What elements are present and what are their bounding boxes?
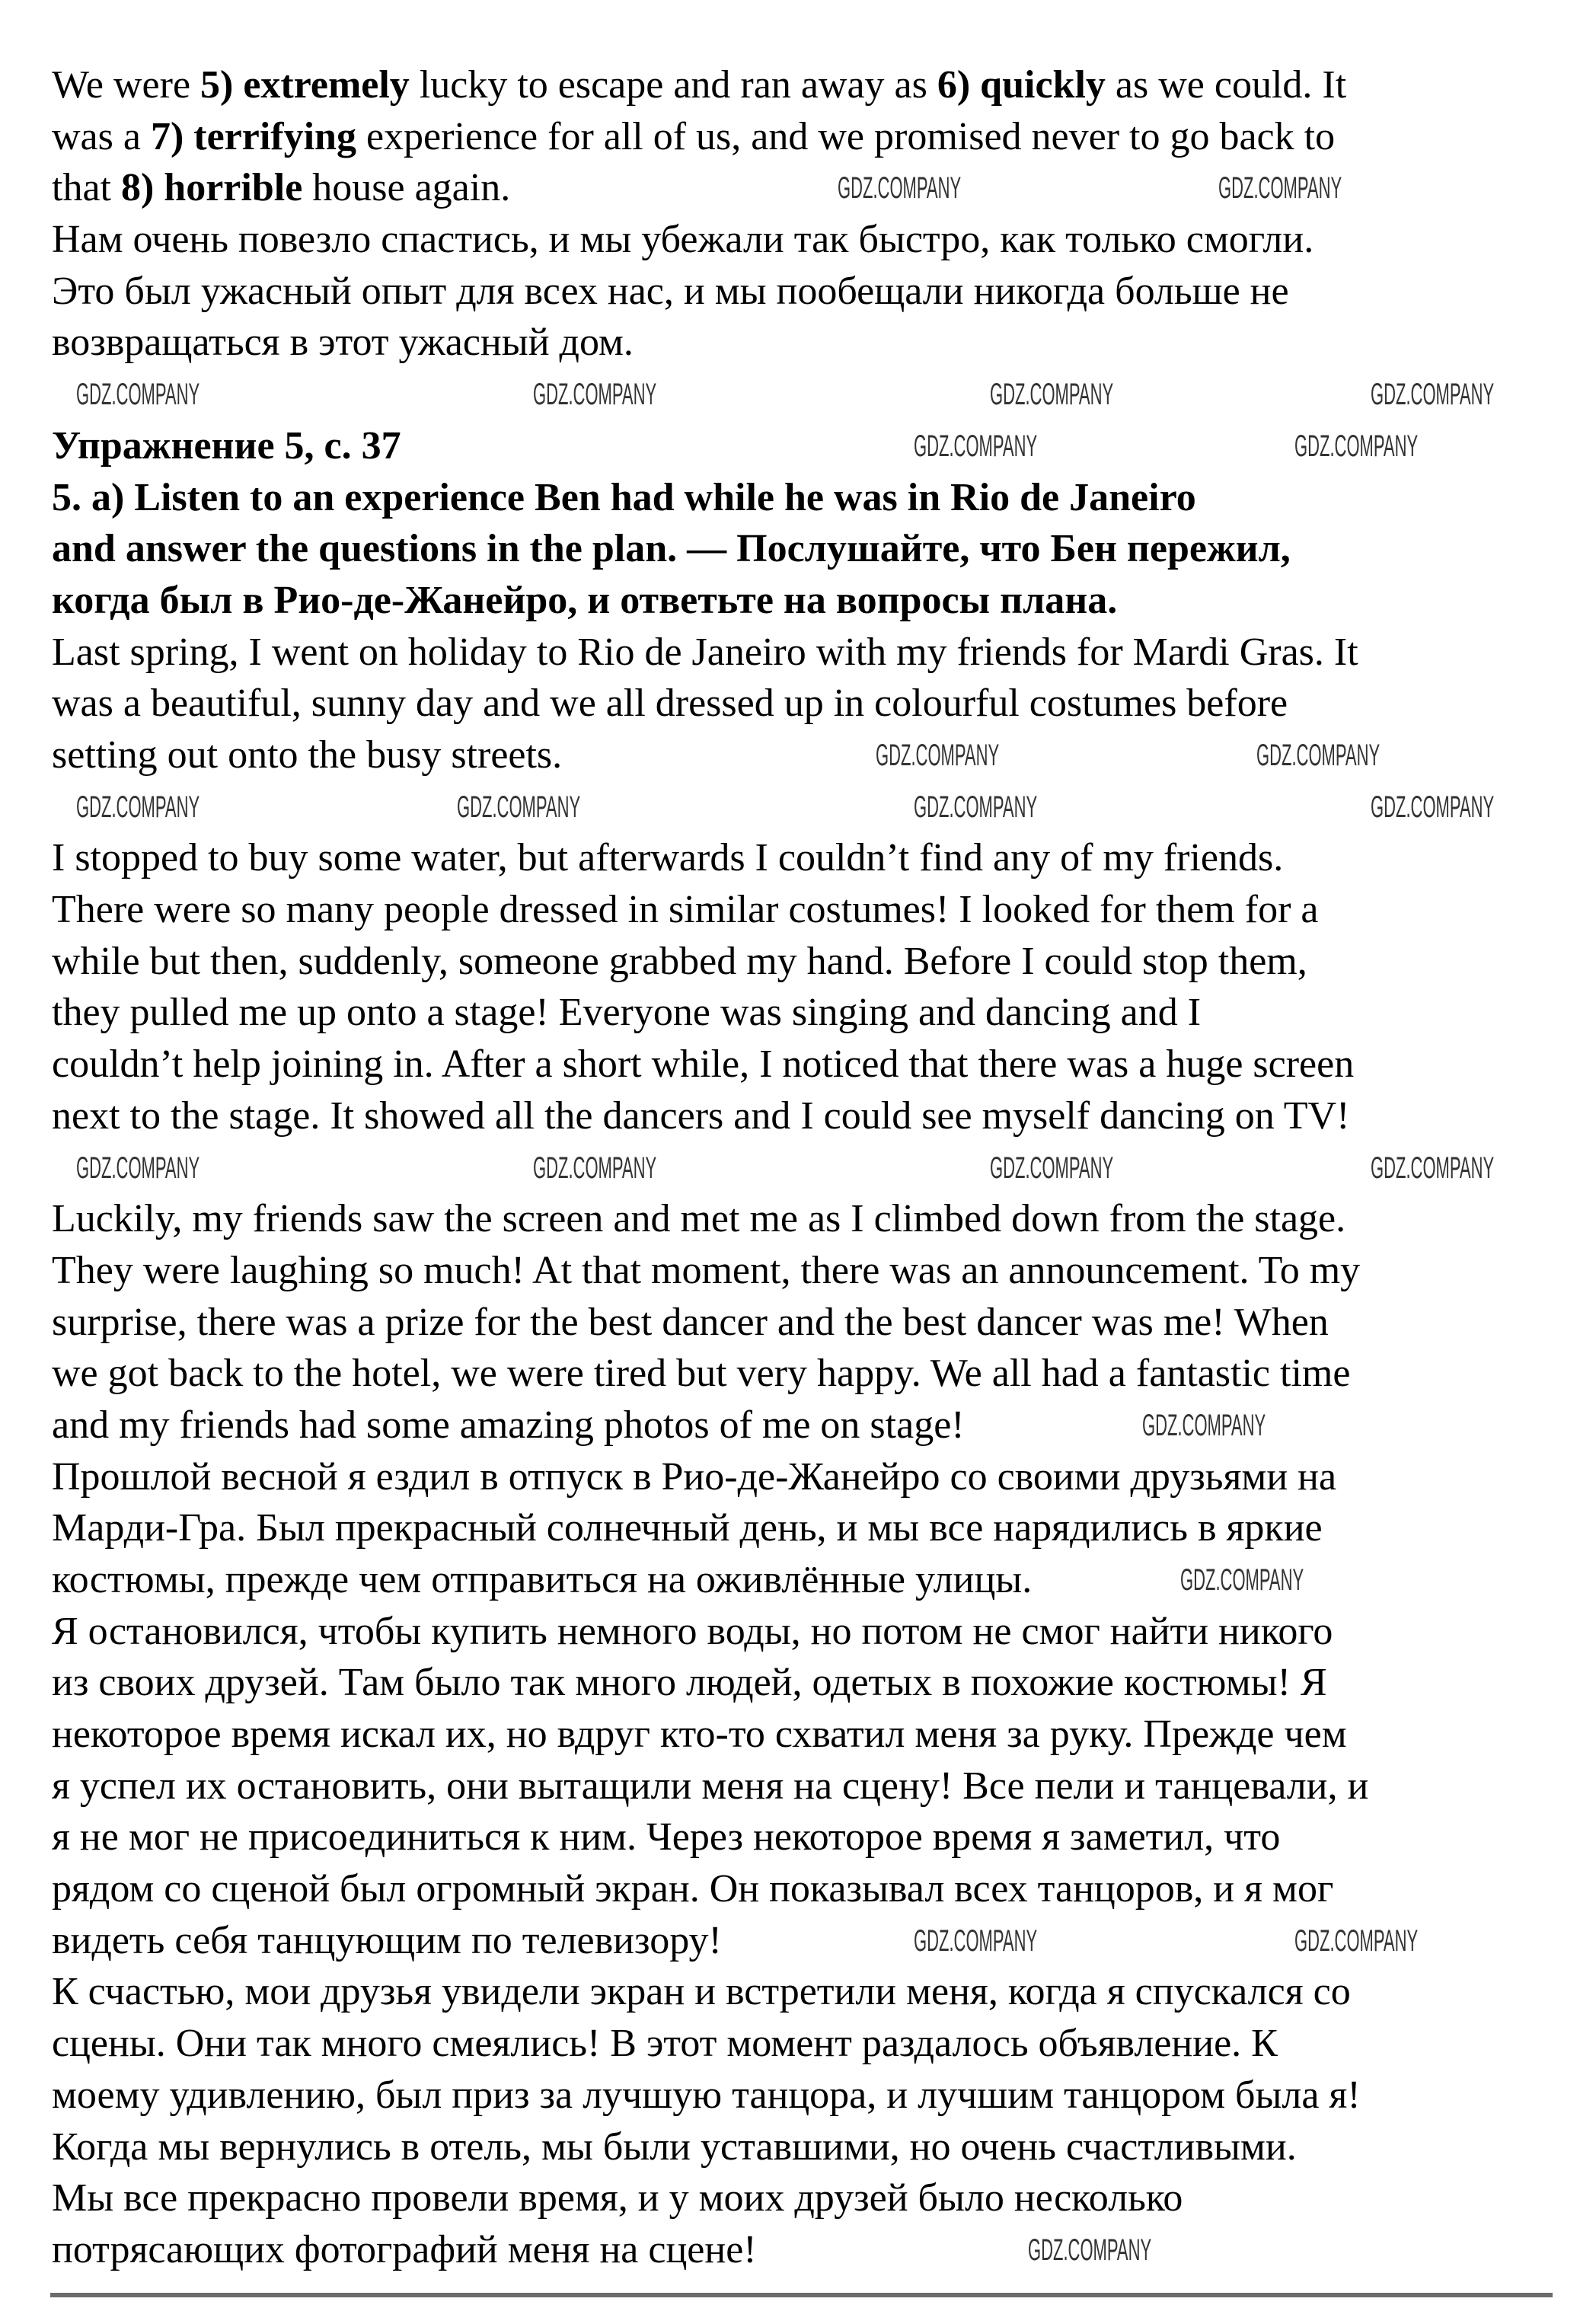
answer-8: 8) horrible bbox=[120, 166, 303, 210]
translation-line: Марди-Гра. Был прекрасный солнечный день, и мы все нарядились в яркие bbox=[52, 1506, 1323, 1550]
document-body bbox=[52, 59, 1559, 2276]
intro-line-2 bbox=[52, 111, 1559, 163]
translation-line: некоторое время искал их, но вдруг кто-то схватил меня за руку. Прежде чем bbox=[52, 1713, 1347, 1756]
translation-line: Мы все прекрасно провели время, и у моих друзей было несколько bbox=[52, 2176, 1183, 2220]
watermark: GDZ.COMPANY bbox=[1371, 790, 1495, 824]
translation-line: Прошлой весной я ездил в отпуск в Рио-де-Жанейро со своими друзьями на bbox=[52, 1454, 1337, 1499]
watermark: GDZ.COMPANY bbox=[76, 1151, 200, 1185]
answer-6: 6) quickly bbox=[937, 63, 1106, 107]
watermark: GDZ.COMPANY bbox=[533, 1151, 657, 1185]
watermark: GDZ.COMPANY bbox=[1256, 739, 1381, 773]
paragraph-1 bbox=[52, 627, 1559, 781]
watermark: GDZ.COMPANY bbox=[914, 429, 1038, 463]
watermark: GDZ.COMPANY bbox=[914, 790, 1038, 824]
watermark: GDZ.COMPANY bbox=[1371, 1151, 1495, 1185]
watermark: GDZ.COMPANY bbox=[1180, 1563, 1304, 1598]
para2-line: next to the stage. It showed all the dancers and I could see myself dancing on TV! bbox=[52, 1093, 1350, 1138]
translation bbox=[52, 1451, 1559, 2276]
blank-line bbox=[52, 781, 1559, 833]
intro-ru-line: Это был ужасный опыт для всех нас, и мы пообещали никогда больше не bbox=[52, 269, 1289, 313]
translation-line: костюмы, прежде чем отправиться на оживлённые улицы. bbox=[52, 1557, 1033, 1601]
watermark: GDZ.COMPANY bbox=[533, 378, 657, 412]
intro-line-3 bbox=[52, 162, 1559, 214]
task-line: когда был в Рио-де-Жанейро, и ответьте на вопросы плана. bbox=[52, 578, 1118, 622]
translation-line: Я остановился, чтобы купить немного воды, но потом не смог найти никого bbox=[52, 1609, 1333, 1653]
answer-7: 7) terrifying bbox=[150, 114, 356, 158]
para1-line: setting out onto the busy streets. bbox=[52, 733, 563, 777]
watermark: GDZ.COMPANY bbox=[876, 739, 1000, 773]
bottom-divider bbox=[50, 2293, 1553, 2297]
para2-line: There were so many people dressed in similar costumes! I looked for them for a bbox=[52, 888, 1319, 931]
intro-ru-line: возвращаться в этот ужасный дом. bbox=[52, 321, 634, 365]
para1-line: Last spring, I went on holiday to Rio de Janeiro with my friends for Mardi Gras. It bbox=[52, 630, 1358, 674]
text: lucky to escape and ran away as bbox=[409, 63, 937, 107]
translation-line: видеть себя танцующим по телевизору! bbox=[52, 1918, 722, 1962]
intro-ru-line: Нам очень повезло спастись, и мы убежали так быстро, как только смогли. bbox=[52, 218, 1314, 262]
exercise-task bbox=[52, 472, 1559, 627]
text: experience for all of us, and we promised never to go back to bbox=[356, 114, 1336, 158]
translation-line: я не мог не присоединиться к ним. Через некоторое время я заметил, что bbox=[52, 1815, 1281, 1860]
watermark: GDZ.COMPANY bbox=[1294, 429, 1419, 463]
para3-line: They were laughing so much! At that moment, there was an announcement. To my bbox=[52, 1248, 1361, 1292]
translation-line: К счастью, мои друзья увидели экран и встретили меня, когда я спускался со bbox=[52, 1970, 1351, 2014]
para3-line: surprise, there was a prize for the best dancer and the best dancer was me! When bbox=[52, 1300, 1329, 1344]
watermark: GDZ.COMPANY bbox=[1142, 1409, 1266, 1443]
translation-line: моему удивлению, был приз за лучшую танцора, и лучшим танцором была я! bbox=[52, 2073, 1361, 2117]
translation-line: потрясающих фотографий меня на сцене! bbox=[52, 2227, 757, 2271]
watermark: GDZ.COMPANY bbox=[457, 790, 581, 824]
text: We were bbox=[52, 63, 201, 107]
watermark: GDZ.COMPANY bbox=[76, 790, 200, 824]
translation-line: из своих друзей. Там было так много людей, одетых в похожие костюмы! Я bbox=[52, 1661, 1327, 1705]
watermark: GDZ.COMPANY bbox=[990, 1151, 1114, 1185]
watermark: GDZ.COMPANY bbox=[1218, 171, 1342, 206]
text: house again. bbox=[302, 166, 511, 210]
paragraph-2 bbox=[52, 832, 1559, 1141]
blank-line bbox=[52, 1141, 1559, 1193]
translation-line: рядом со сценой был огромный экран. Он показывал всех танцоров, и я мог bbox=[52, 1867, 1334, 1911]
watermark: GDZ.COMPANY bbox=[990, 378, 1114, 412]
para2-line: I stopped to buy some water, but afterwards I couldn’t find any of my friends. bbox=[52, 836, 1284, 880]
para1-line: was a beautiful, sunny day and we all dressed up in colourful costumes before bbox=[52, 682, 1288, 726]
text: that bbox=[52, 166, 121, 210]
watermark: GDZ.COMPANY bbox=[1371, 378, 1495, 412]
para3-line: Luckily, my friends saw the screen and met me as I climbed down from the stage. bbox=[52, 1197, 1346, 1241]
translation-line: Когда мы вернулись в отель, мы были уставшими, но очень счастливыми. bbox=[52, 2124, 1297, 2169]
para2-line: while but then, suddenly, someone grabbed my hand. Before I could stop them, bbox=[52, 939, 1307, 983]
answer-5: 5) extremely bbox=[200, 63, 410, 107]
para2-line: they pulled me up onto a stage! Everyone was singing and dancing and I bbox=[52, 991, 1202, 1035]
translation-line: я успел их остановить, они вытащили меня на сцену! Все пели и танцевали, и bbox=[52, 1764, 1369, 1808]
watermark: GDZ.COMPANY bbox=[838, 171, 962, 206]
watermark: GDZ.COMPANY bbox=[1028, 2233, 1152, 2268]
para3-line: and my friends had some amazing photos of me on stage! bbox=[52, 1403, 965, 1447]
watermark: GDZ.COMPANY bbox=[76, 378, 200, 412]
text: as we could. It bbox=[1105, 63, 1347, 107]
exercise-heading: Упражнение 5, с. 37 bbox=[52, 423, 401, 468]
watermark: GDZ.COMPANY bbox=[914, 1924, 1038, 1958]
blank-line bbox=[52, 369, 1559, 420]
para2-line: couldn’t help joining in. After a short while, I noticed that there was a huge screen bbox=[52, 1042, 1355, 1087]
translation-line: сцены. Они так много смеялись! В этот момент раздалось объявление. К bbox=[52, 2022, 1278, 2066]
intro-line-1 bbox=[52, 59, 1559, 111]
watermark: GDZ.COMPANY bbox=[1294, 1924, 1419, 1958]
para3-line: we got back to the hotel, we were tired but very happy. We all had a fantastic time bbox=[52, 1352, 1351, 1396]
text: was a bbox=[52, 114, 151, 158]
task-line: 5. a) Listen to an experience Ben had while he was in Rio de Janeiro bbox=[52, 475, 1196, 519]
paragraph-3 bbox=[52, 1193, 1559, 1451]
task-line: and answer the questions in the plan. — Послушайте, что Бен пережил, bbox=[52, 527, 1291, 571]
